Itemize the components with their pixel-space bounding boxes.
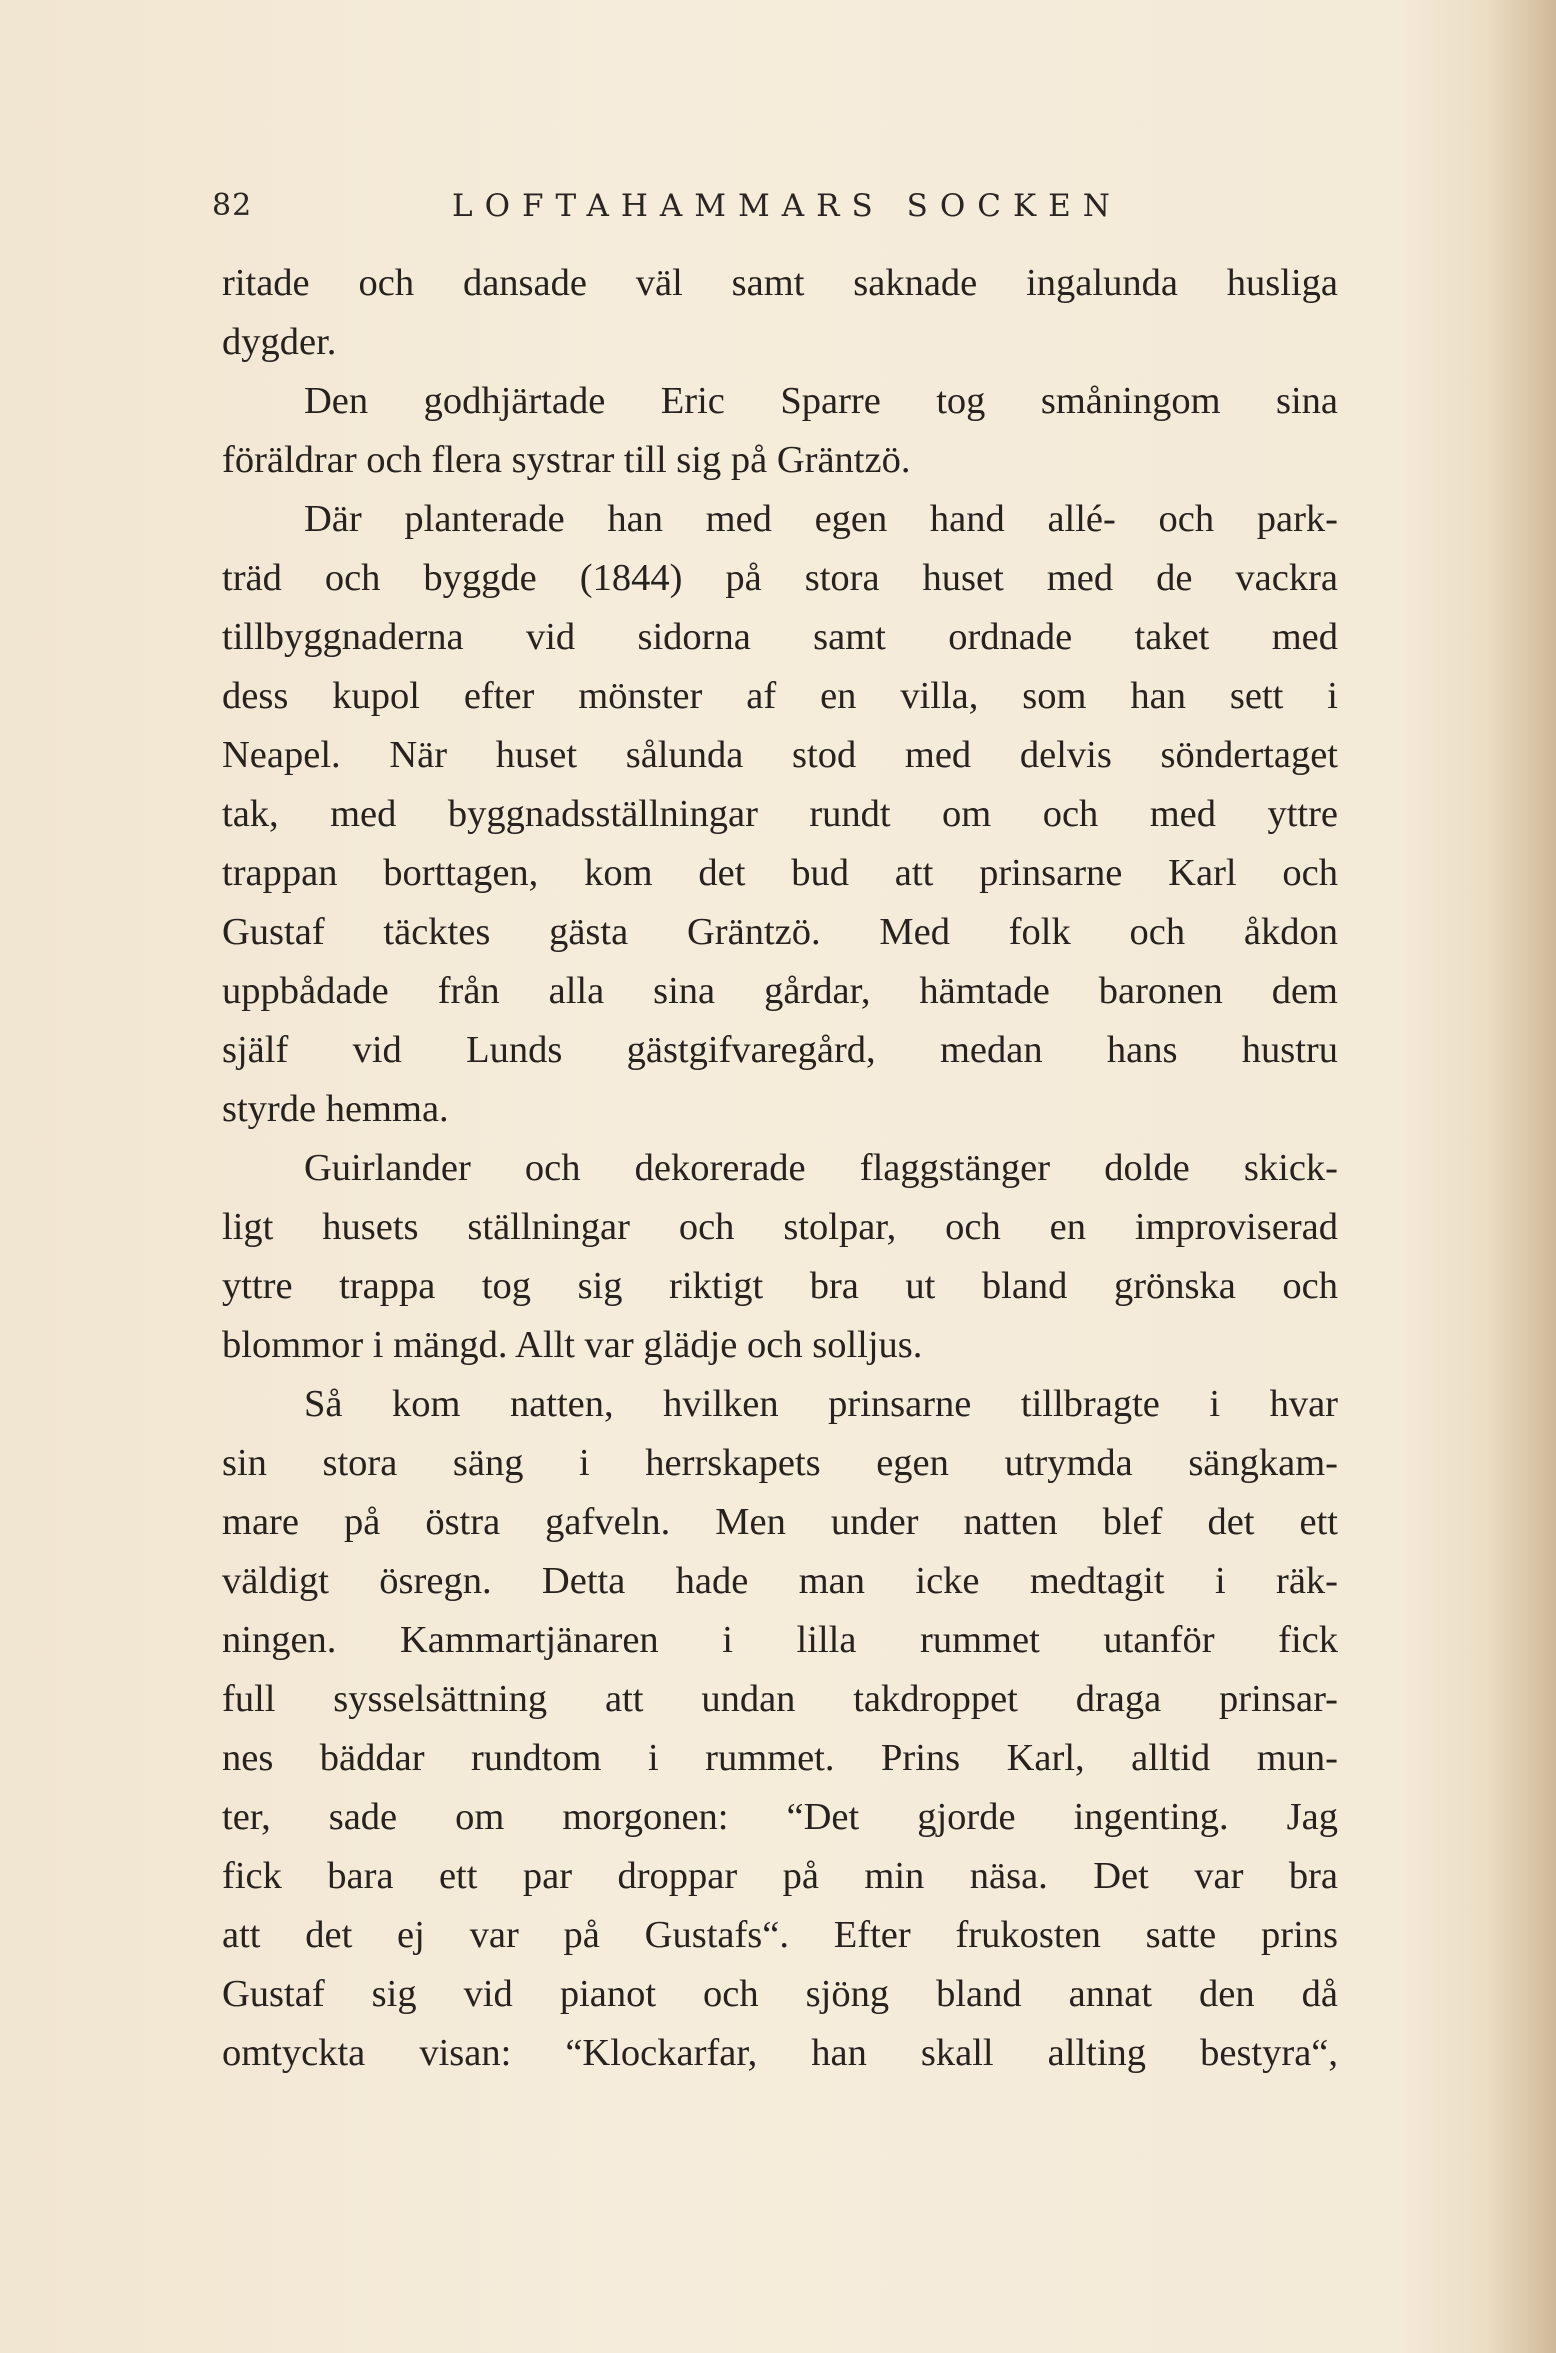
text-line: Guirlander och dekorerade flaggstänger dolde skick- <box>304 1147 1338 1189</box>
text-line: trappan borttagen, kom det bud att prinsarne Karl och <box>222 852 1338 894</box>
running-header <box>212 188 1342 240</box>
text-line: omtyckta visan: “Klockarfar, han skall allting bestyra“, <box>222 2032 1338 2074</box>
text-line: yttre trappa tog sig riktigt bra ut bland grönska och <box>222 1265 1338 1307</box>
page-edge-shadow <box>1486 0 1556 2353</box>
running-title: LOFTAHAMMARS SOCKEN <box>452 188 1122 224</box>
text-line: nes bäddar rundtom i rummet. Prins Karl, alltid mun- <box>222 1737 1338 1779</box>
text-line: mare på östra gafveln. Men under natten blef det ett <box>222 1501 1338 1543</box>
body-text <box>222 254 1338 2083</box>
text-line: Den godhjärtade Eric Sparre tog småningom sina <box>304 380 1338 422</box>
text-line: Där planterade han med egen hand allé- och park- <box>304 498 1338 540</box>
text-line: tak, med byggnadsställningar rundt om och med yttre <box>222 793 1338 835</box>
text-line: föräldrar och flera systrar till sig på Gräntzö. <box>222 439 911 481</box>
text-line: full sysselsättning att undan takdroppet draga prinsar- <box>222 1678 1338 1720</box>
text-line: ritade och dansade väl samt saknade ingalunda husliga <box>222 262 1338 304</box>
text-line: ningen. Kammartjänaren i lilla rummet utanför fick <box>222 1619 1338 1661</box>
text-line: fick bara ett par droppar på min näsa. Det var bra <box>222 1855 1338 1897</box>
page-number: 82 <box>212 188 253 223</box>
text-line: dygder. <box>222 321 337 363</box>
text-line: uppbådade från alla sina gårdar, hämtade baronen dem <box>222 970 1338 1012</box>
text-line: sin stora säng i herrskapets egen utrymda sängkam- <box>222 1442 1338 1484</box>
text-line: ligt husets ställningar och stolpar, och en improviserad <box>222 1206 1338 1248</box>
text-line: träd och byggde (1844) på stora huset med de vackra <box>222 557 1338 599</box>
text-line: tillbyggnaderna vid sidorna samt ordnade taket med <box>222 616 1338 658</box>
text-line: Så kom natten, hvilken prinsarne tillbragte i hvar <box>304 1383 1338 1425</box>
text-line: dess kupol efter mönster af en villa, som han sett i <box>222 675 1338 717</box>
text-line: Gustaf sig vid pianot och sjöng bland annat den då <box>222 1973 1338 2015</box>
text-line: väldigt ösregn. Detta hade man icke medtagit i räk- <box>222 1560 1338 1602</box>
text-line: ter, sade om morgonen: “Det gjorde ingenting. Jag <box>222 1796 1338 1838</box>
text-line: Neapel. När huset sålunda stod med delvis söndertaget <box>222 734 1338 776</box>
text-line: blommor i mängd. Allt var glädje och solljus. <box>222 1324 923 1366</box>
text-line: Gustaf täcktes gästa Gräntzö. Med folk och åkdon <box>222 911 1338 953</box>
text-line: själf vid Lunds gästgifvaregård, medan hans hustru <box>222 1029 1338 1071</box>
text-line: att det ej var på Gustafs“. Efter frukosten satte prins <box>222 1914 1338 1956</box>
text-line: styrde hemma. <box>222 1088 449 1130</box>
